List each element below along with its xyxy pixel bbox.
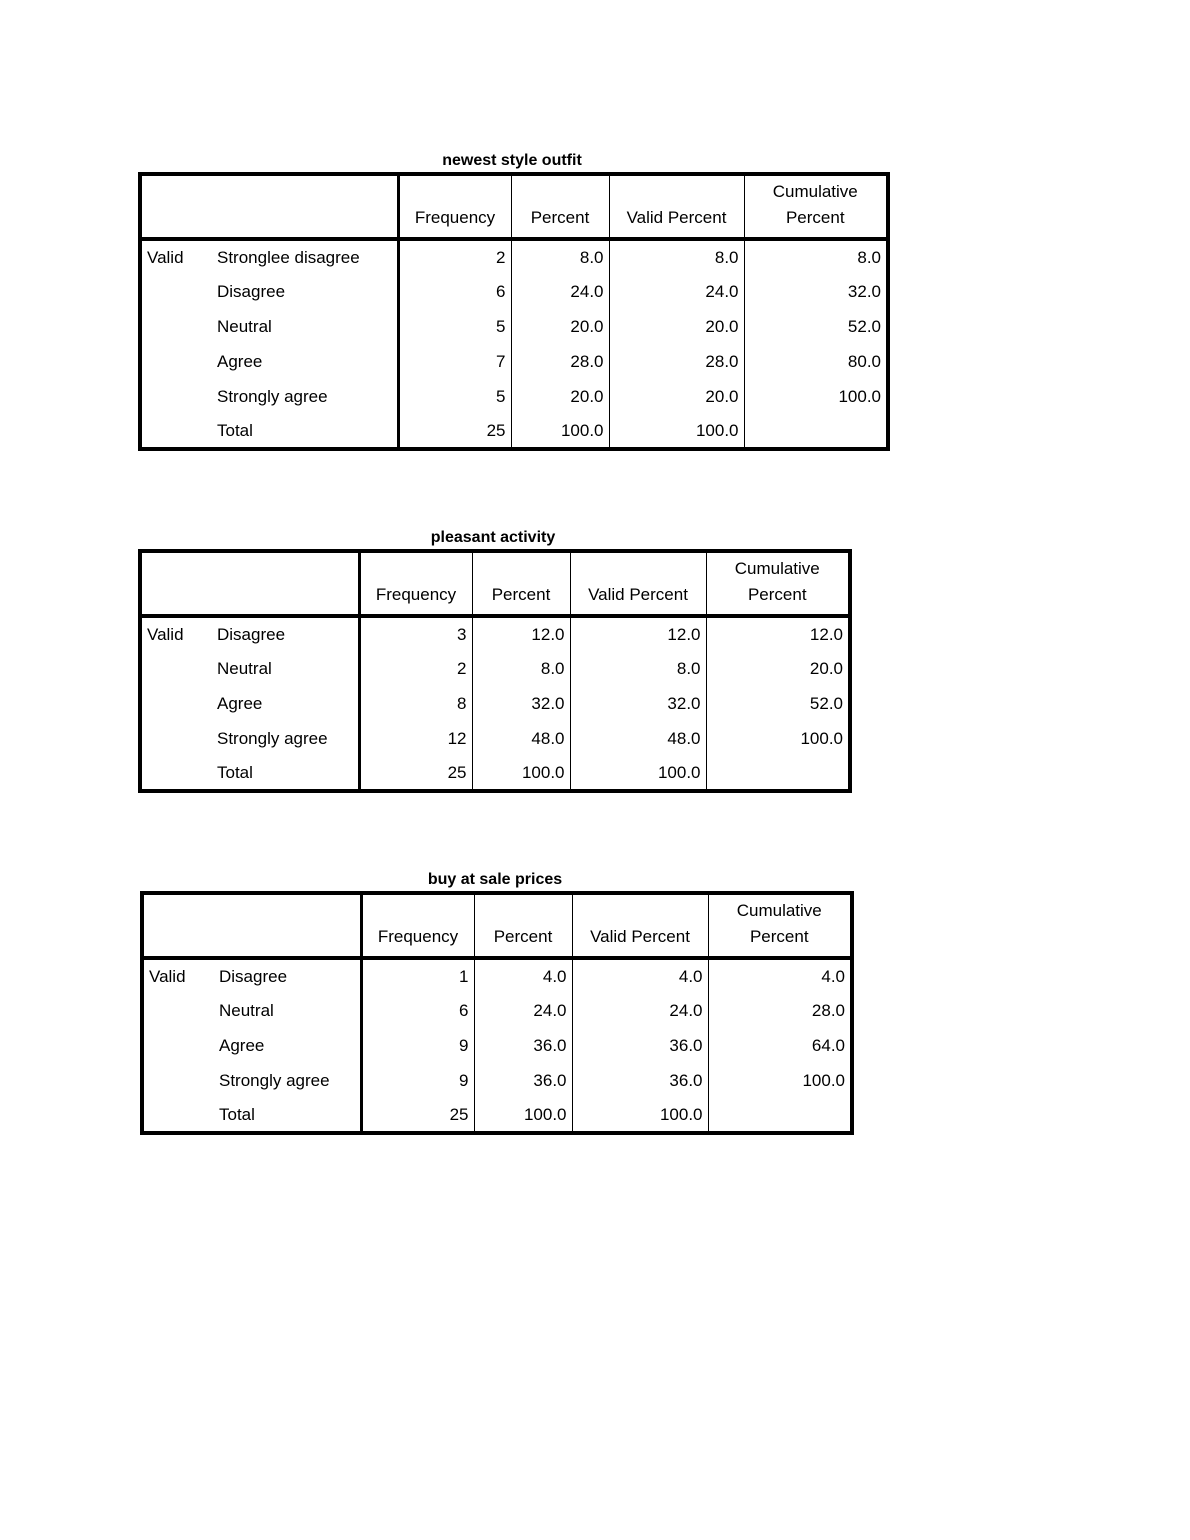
valid-percent-cell: 4.0	[572, 958, 708, 993]
header-valid-percent: Valid Percent	[572, 927, 708, 958]
table-row-total	[140, 756, 850, 791]
valid-percent-cell: 24.0	[609, 274, 744, 309]
frequency-cell: 3	[359, 616, 472, 651]
frequency-cell: 25	[361, 1098, 474, 1133]
frequency-cell: 5	[398, 379, 511, 414]
frequency-cell: 25	[398, 414, 511, 449]
valid-percent-cell: 48.0	[570, 721, 706, 756]
cumulative-percent-cell: 52.0	[809, 693, 843, 713]
frequency-table	[138, 172, 890, 451]
table-title: buy at sale prices	[427, 871, 563, 888]
table-row	[140, 309, 888, 344]
percent-cell: 36.0	[474, 1028, 572, 1063]
header-frequency: Frequency	[359, 585, 472, 616]
percent-cell: 20.0	[511, 379, 609, 414]
cumulative-percent-cell: 20.0	[809, 658, 843, 678]
valid-percent-cell: 100.0	[570, 756, 706, 791]
row-label: Agree	[212, 686, 359, 721]
row-label: Disagree	[214, 958, 361, 993]
row-label: Total	[212, 414, 398, 449]
header-row-2	[140, 208, 888, 239]
cumulative-percent-cell	[706, 756, 850, 791]
table-row	[142, 958, 852, 993]
percent-cell: 28.0	[511, 344, 609, 379]
cumulative-percent-cell: 4.0	[821, 966, 845, 986]
group-label: Valid	[147, 624, 184, 644]
row-label: Total	[214, 1098, 361, 1133]
row-label: Neutral	[212, 651, 359, 686]
frequency-cell: 6	[361, 993, 474, 1028]
table-row	[140, 686, 850, 721]
header-frequency: Frequency	[361, 927, 474, 958]
header-cumulative-percent: Percent	[708, 927, 852, 958]
valid-percent-cell: 100.0	[572, 1098, 708, 1133]
frequency-cell: 1	[361, 958, 474, 993]
header-cumulative: Cumulative	[736, 901, 822, 920]
header-row-1	[140, 551, 850, 585]
header-cumulative-percent: Percent	[744, 208, 888, 239]
valid-percent-cell: 36.0	[572, 1028, 708, 1063]
row-label: Agree	[212, 344, 398, 379]
valid-percent-cell: 20.0	[609, 309, 744, 344]
cumulative-percent-cell: 12.0	[809, 624, 843, 644]
valid-percent-cell: 8.0	[570, 651, 706, 686]
valid-percent-cell: 20.0	[609, 379, 744, 414]
group-label: Valid	[149, 966, 186, 986]
valid-percent-cell: 24.0	[572, 993, 708, 1028]
frequency-cell: 12	[359, 721, 472, 756]
table-row	[140, 616, 850, 651]
valid-percent-cell: 8.0	[609, 239, 744, 274]
table-row	[140, 721, 850, 756]
table-title: pleasant activity	[430, 529, 556, 546]
row-label: Neutral	[214, 993, 361, 1028]
valid-percent-cell: 28.0	[609, 344, 744, 379]
frequency-table	[138, 549, 852, 793]
header-percent: Percent	[474, 927, 572, 958]
frequency-cell: 6	[398, 274, 511, 309]
frequency-cell: 25	[359, 756, 472, 791]
row-label: Neutral	[212, 309, 398, 344]
header-valid-percent: Valid Percent	[570, 585, 706, 616]
frequency-cell: 9	[361, 1028, 474, 1063]
header-row-2	[142, 927, 852, 958]
table-row-total	[140, 414, 888, 449]
header-percent: Percent	[511, 208, 609, 239]
table-row	[142, 1063, 852, 1098]
percent-cell: 32.0	[472, 686, 570, 721]
table-row	[140, 651, 850, 686]
valid-percent-cell: 100.0	[609, 414, 744, 449]
table-row-total	[142, 1098, 852, 1133]
group-label: Valid	[147, 247, 184, 267]
cumulative-percent-cell: 100.0	[838, 386, 881, 406]
header-cumulative: Cumulative	[734, 559, 820, 578]
cumulative-percent-cell: 28.0	[811, 1000, 845, 1020]
valid-percent-cell: 36.0	[572, 1063, 708, 1098]
percent-cell: 48.0	[472, 721, 570, 756]
header-cumulative: Cumulative	[772, 182, 858, 201]
percent-cell: 8.0	[511, 239, 609, 274]
header-cumulative-percent: Percent	[706, 585, 850, 616]
row-label: Agree	[214, 1028, 361, 1063]
table-row	[140, 344, 888, 379]
percent-cell: 24.0	[511, 274, 609, 309]
row-label: Total	[212, 756, 359, 791]
row-label: Strongly agree	[212, 379, 398, 414]
cumulative-percent-cell: 8.0	[857, 247, 881, 267]
cumulative-percent-cell: 64.0	[811, 1035, 845, 1055]
row-label: Strongly agree	[212, 721, 359, 756]
cumulative-percent-cell: 100.0	[800, 728, 843, 748]
cumulative-percent-cell: 100.0	[802, 1070, 845, 1090]
row-label: Strongly agree	[214, 1063, 361, 1098]
percent-cell: 20.0	[511, 309, 609, 344]
percent-cell: 12.0	[472, 616, 570, 651]
frequency-cell: 8	[359, 686, 472, 721]
row-label: Stronglee disagree	[212, 239, 398, 274]
frequency-cell: 5	[398, 309, 511, 344]
frequency-cell: 9	[361, 1063, 474, 1098]
percent-cell: 4.0	[474, 958, 572, 993]
header-row-1	[140, 174, 888, 208]
table-row	[142, 1028, 852, 1063]
frequency-cell: 7	[398, 344, 511, 379]
cumulative-percent-cell: 52.0	[847, 316, 881, 336]
cumulative-percent-cell	[744, 414, 888, 449]
frequency-cell: 2	[359, 651, 472, 686]
percent-cell: 100.0	[474, 1098, 572, 1133]
cumulative-percent-cell	[708, 1098, 852, 1133]
percent-cell: 8.0	[472, 651, 570, 686]
table-title: newest style outfit	[442, 152, 582, 169]
percent-cell: 24.0	[474, 993, 572, 1028]
header-row-1	[142, 893, 852, 927]
header-frequency: Frequency	[398, 208, 511, 239]
cumulative-percent-cell: 32.0	[847, 281, 881, 301]
valid-percent-cell: 12.0	[570, 616, 706, 651]
table-row	[140, 379, 888, 414]
header-valid-percent: Valid Percent	[609, 208, 744, 239]
frequency-cell: 2	[398, 239, 511, 274]
row-label: Disagree	[212, 616, 359, 651]
row-label: Disagree	[212, 274, 398, 309]
table-row	[142, 993, 852, 1028]
table-row	[140, 239, 888, 274]
header-percent: Percent	[472, 585, 570, 616]
valid-percent-cell: 32.0	[570, 686, 706, 721]
header-row-2	[140, 585, 850, 616]
table-row	[140, 274, 888, 309]
percent-cell: 100.0	[472, 756, 570, 791]
frequency-table	[140, 891, 854, 1135]
percent-cell: 36.0	[474, 1063, 572, 1098]
cumulative-percent-cell: 80.0	[847, 351, 881, 371]
percent-cell: 100.0	[511, 414, 609, 449]
